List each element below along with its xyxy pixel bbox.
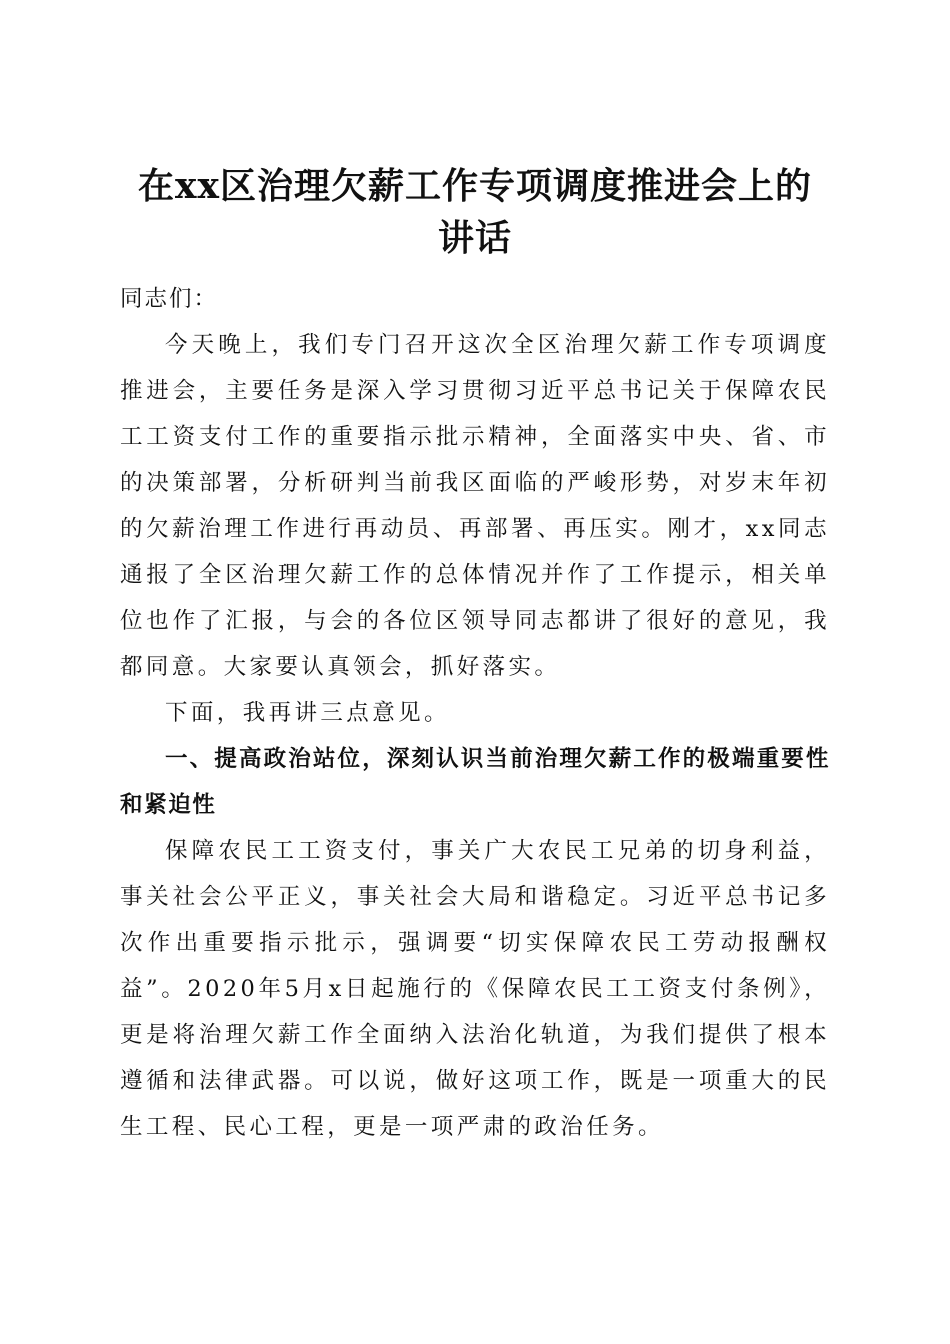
document-body bbox=[120, 276, 830, 1150]
salutation: 同志们： bbox=[120, 286, 219, 312]
paragraph-opening: 今天晚上，我们专门召开这次全区治理欠薪工作专项调度推进会，主要任务是深入学习贯彻习近平总书记关于保障农民工工资支付工作的重要指示批示精神，全面落实中央、省、市的决策部署，分析研判当前我区面临的严峻形势，对岁末年初的欠薪治理工作进行再动员、再部署、再压实。刚才，xx同志通报了全区治理欠薪工作的总体情况并作了工作提示，相关单位也作了汇报，与会的各位区领导同志都讲了很好的意见，我都同意。大家要认真领会，抓好落实。 bbox=[120, 332, 830, 680]
section-one-paragraph: 保障农民工工资支付，事关广大农民工兄弟的切身利益，事关社会公平正义，事关社会大局和谐稳定。习近平总书记多次作出重要指示批示，强调要“切实保障农民工劳动报酬权益”。2020年5月x日起施行的《保障农民工工资支付条例》，更是将治理欠薪工作全面纳入法治化轨道，为我们提供了根本遵循和法律武器。可以说，做好这项工作，既是一项重大的民生工程、民心工程，更是一项严肃的政治任务。 bbox=[120, 838, 830, 1140]
paragraph-transition: 下面，我再讲三点意见。 bbox=[165, 700, 450, 726]
document-title: 在xx区治理欠薪工作专项调度推进会上的讲话 bbox=[138, 165, 812, 260]
section-heading-one: 一、提高政治站位，深刻认识当前治理欠薪工作的极端重要性和紧迫性 bbox=[120, 746, 830, 818]
